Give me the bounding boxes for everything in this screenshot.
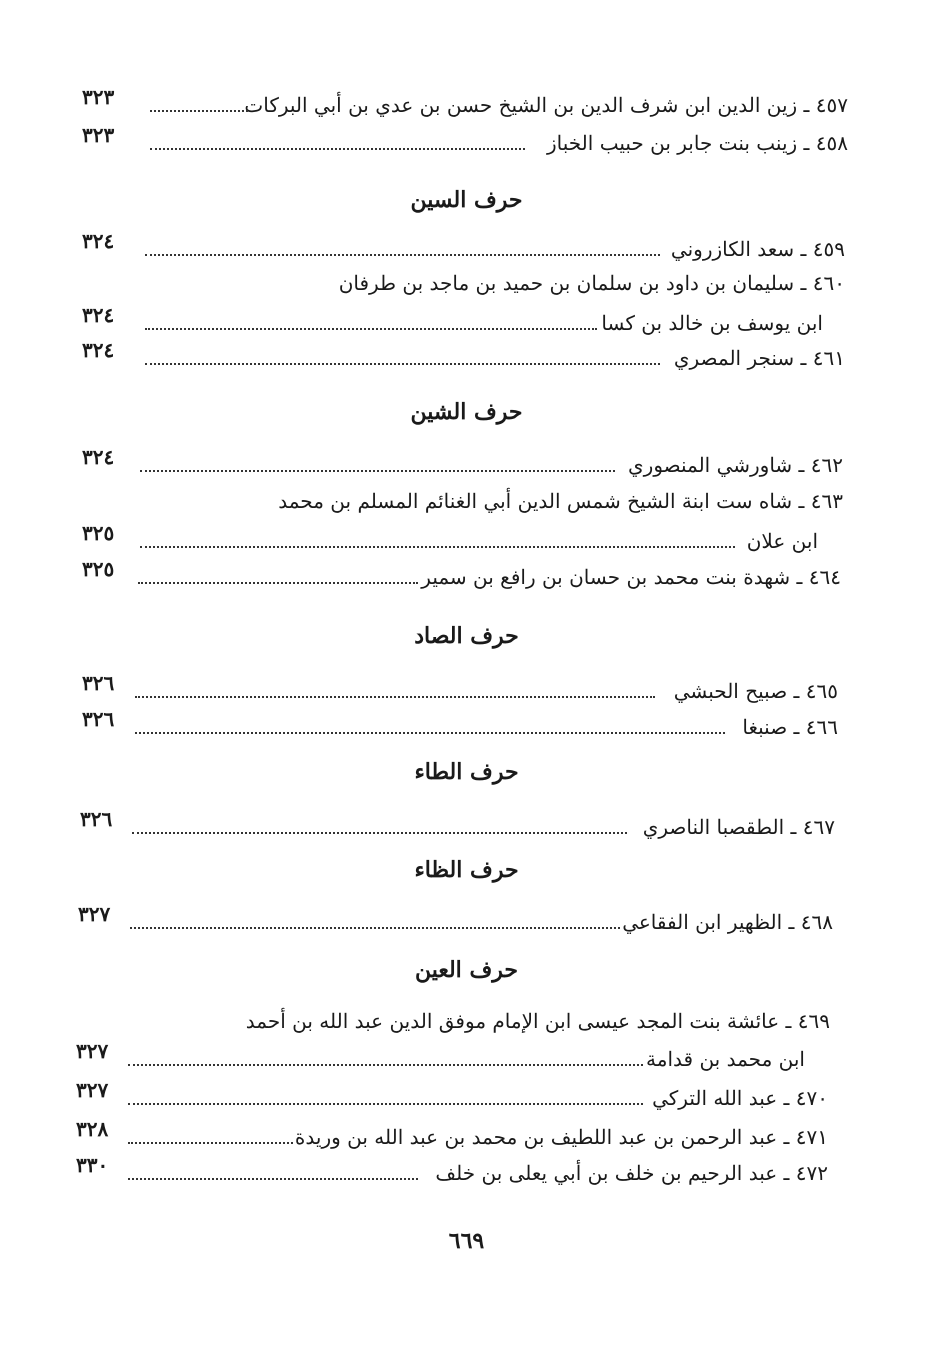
dot-leader [145, 328, 597, 330]
entry-page-number: ٣٢٣ [82, 123, 115, 147]
entry-title: ٤٧٢ ـ عبد الرحيم بن خلف بن أبي يعلى بن خلف [435, 1161, 828, 1185]
section-heading-taa: حرف الطاء [414, 759, 519, 785]
index-entry-459 [0, 229, 933, 266]
index-entry-461 [0, 338, 933, 375]
entry-title: ٤٦٠ ـ سليمان بن داود بن سلمان بن حميد بن ماجد بن طرفان [338, 271, 845, 295]
dot-leader [140, 470, 615, 472]
entry-page-number: ٣٢٣ [82, 85, 115, 109]
index-entry-466 [0, 707, 933, 744]
index-entry-471 [0, 1117, 933, 1154]
dot-leader [128, 1142, 293, 1144]
index-entry-467 [0, 807, 933, 844]
entry-title: ٤٦٩ ـ عائشة بنت المجد عيسى ابن الإمام موفق الدين عبد الله بن أحمد [245, 1009, 830, 1033]
index-entry-468 [0, 902, 933, 939]
entry-page-number: ٣٢٧ [78, 902, 111, 926]
entry-title: ٤٥٧ ـ زين الدين ابن شرف الدين بن الشيخ حسن بن عدي بن أبي البركات [244, 93, 848, 117]
entry-title: ٤٦٦ ـ صنبغا [742, 715, 838, 739]
entry-title: ٤٦٥ ـ صبيح الحبشي [673, 679, 838, 703]
dot-leader [128, 1178, 418, 1180]
entry-title: ٤٦٨ ـ الظهير ابن الفقاعي [622, 910, 833, 934]
section-heading-zaa: حرف الظاء [414, 857, 519, 883]
entry-title: ٤٦٣ ـ شاه ست ابنة الشيخ شمس الدين أبي الغنائم المسلم بن محمد [278, 489, 843, 513]
index-entry-472 [0, 1153, 933, 1190]
dot-leader [150, 110, 248, 112]
dot-leader [130, 927, 620, 929]
entry-title: ٤٦٤ ـ شهدة بنت محمد بن حسان بن رافع بن سمير [421, 565, 841, 589]
dot-leader [150, 148, 525, 150]
dot-leader [135, 696, 655, 698]
entry-page-number: ٣٢٦ [80, 807, 113, 831]
entry-page-number: ٣٢٤ [82, 338, 115, 362]
entry-title: ابن محمد بن قدامة [646, 1047, 805, 1071]
entry-page-number: ٣٢٧ [76, 1078, 109, 1102]
index-entry-469-continuation [0, 1039, 933, 1076]
entry-page-number: ٣٢٤ [82, 229, 115, 253]
page-number: ٦٦٩ [448, 1228, 485, 1254]
dot-leader [128, 1064, 643, 1066]
section-heading-ain: حرف العين [414, 957, 519, 983]
entry-title: ٤٥٨ ـ زينب بنت جابر بن حبيب الخباز [546, 131, 848, 155]
section-heading-seen: حرف السين [410, 187, 523, 213]
dot-leader [145, 363, 660, 365]
index-entry-469 [0, 1004, 933, 1038]
dot-leader [128, 1103, 643, 1105]
index-entry-457 [0, 85, 933, 122]
entry-title: ٤٥٩ ـ سعد الكازروني [670, 237, 845, 261]
entry-title: ابن علان [746, 529, 818, 553]
entry-page-number: ٣٢٦ [82, 707, 115, 731]
entry-title: ٤٧١ ـ عبد الرحمن بن عبد اللطيف بن محمد بن عبد الله بن وريدة [294, 1125, 828, 1149]
entry-title: ٤٦٢ ـ شاورشي المنصوري [628, 453, 843, 477]
index-entry-470 [0, 1078, 933, 1115]
dot-leader [132, 832, 627, 834]
entry-page-number: ٣٢٨ [76, 1117, 109, 1141]
entry-page-number: ٣٢٥ [82, 521, 115, 545]
entry-title: ٤٦٧ ـ الطقصبا الناصري [642, 815, 835, 839]
index-entry-463 [0, 484, 933, 518]
index-entry-460 [0, 266, 933, 300]
section-heading-sheen: حرف الشين [410, 399, 523, 425]
entry-page-number: ٣٣٠ [76, 1153, 109, 1177]
entry-page-number: ٣٢٥ [82, 557, 115, 581]
dot-leader [135, 732, 725, 734]
dot-leader [140, 546, 735, 548]
entry-title: ابن يوسف بن خالد بن كسا [601, 311, 823, 335]
index-entry-464 [0, 557, 933, 594]
entry-page-number: ٣٢٧ [76, 1039, 109, 1063]
entry-page-number: ٣٢٦ [82, 671, 115, 695]
dot-leader [145, 254, 660, 256]
section-heading-saad: حرف الصاد [414, 623, 519, 649]
entry-title: ٤٧٠ ـ عبد الله التركي [652, 1086, 828, 1110]
index-entry-458 [0, 123, 933, 160]
entry-page-number: ٣٢٤ [82, 303, 115, 327]
entry-page-number: ٣٢٤ [82, 445, 115, 469]
entry-title: ٤٦١ ـ سنجر المصري [673, 346, 845, 370]
index-entry-462 [0, 445, 933, 482]
dot-leader [138, 582, 418, 584]
